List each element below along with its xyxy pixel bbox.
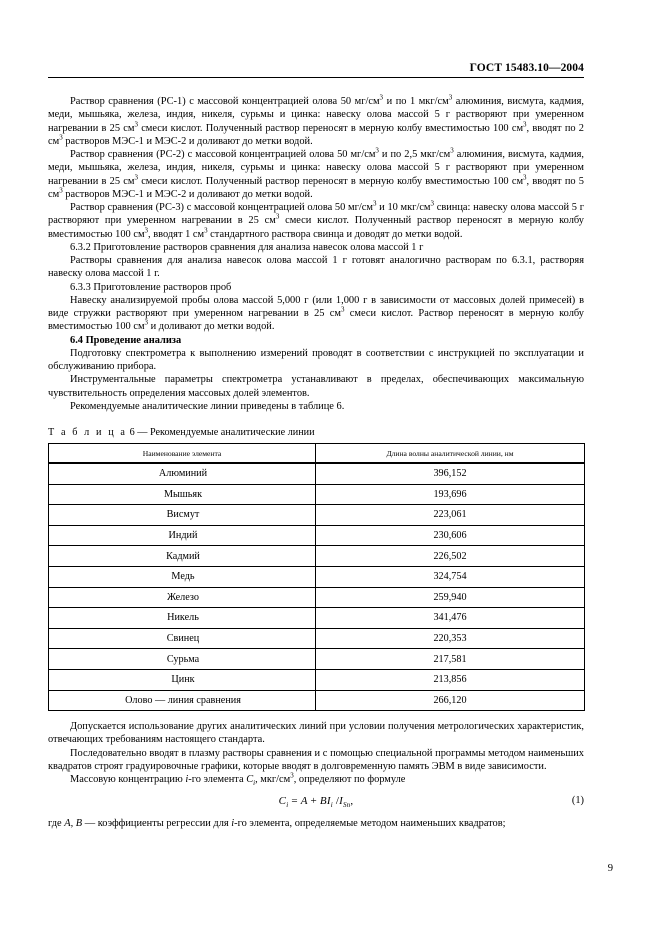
cell-element: Свинец (49, 628, 316, 649)
standard-number: ГОСТ 15483.10—2004 (469, 62, 584, 74)
sup-cube: 3 (59, 133, 63, 142)
formula-intensity-sn: I (339, 795, 343, 808)
conc-text-b: -го элемента (188, 774, 247, 786)
cell-wavelength: 259,940 (316, 587, 585, 608)
formula-equals: = (288, 795, 301, 808)
paragraph-rs2 (48, 148, 584, 201)
sup-cube: 3 (523, 173, 527, 182)
rs1-text-e: , вводят по 2 см (48, 122, 584, 147)
sup-cube: 3 (204, 226, 208, 235)
paragraph-6-3-2: Растворы сравнения для анализа навесок олова массой 1 г готовят аналогично растворам по 6.3.1, растворяя навеску олова массой 1 г. (48, 255, 584, 280)
index-i: i (185, 774, 189, 786)
paragraph-6-4-1: Подготовку спектрометра к выполнению измерений проводят в соответствии с инструкцией по эксплуатации и обслуживанию прибора. (48, 347, 584, 372)
rs3-text-b: и 10 мкг/см (376, 202, 431, 213)
paragraph-rs3 (48, 201, 584, 241)
cell-wavelength: 226,502 (316, 546, 585, 567)
cell-element: Олово — линия сравнения (49, 690, 316, 711)
symbol-c-subscript: i (253, 779, 256, 788)
cell-element: Мышьяк (49, 484, 316, 505)
sup-cube: 3 (275, 212, 280, 221)
cell-element: Никель (49, 608, 316, 629)
paragraph-concentration-intro (48, 773, 584, 786)
sup-cube: 3 (144, 226, 149, 235)
formula-a: A (300, 795, 308, 808)
sup-cube: 3 (134, 120, 138, 129)
rs2-text-e: , вводят по 5 см (48, 175, 584, 200)
rs1-text-a: Раствор сравнения (РС-1) с массовой концентрацией олова 50 мг/см (70, 96, 380, 107)
formula-comma: , (350, 795, 354, 808)
rs1-text-c: алюминия, висмута, кадмия, меди, мышьяка, железа, индия, никеля, сурьмы и цинка: навеску олова массой 5 г растворяют при умеренном нагревании в 25 см (48, 96, 584, 134)
legend-coefficients: A, B (64, 818, 83, 830)
formula-expression (48, 795, 584, 810)
cell-wavelength: 266,120 (316, 690, 585, 711)
sup-cube: 3 (134, 173, 138, 182)
sup-cube: 3 (372, 199, 377, 208)
conc-text-e: , определяют по формуле (293, 774, 406, 786)
cell-wavelength: 341,476 (316, 608, 585, 629)
table-row (49, 669, 585, 690)
table-caption (48, 426, 584, 439)
table-caption-label: Т а б л и ц а (48, 427, 128, 438)
sup-cube: 3 (379, 93, 384, 102)
paragraph-calibration: Последовательно вводят в плазму растворы сравнения и с помощью специальной программы методом наименьших квадратов строят градуировочные графики, которые вводят в долговременную память ЭВМ в виде зависимости. (48, 747, 584, 772)
table-row (49, 525, 585, 546)
column-header-element: Наименование элемента (49, 444, 316, 464)
cell-element: Кадмий (49, 546, 316, 567)
p633-text-c: и доливают до метки водой. (148, 321, 275, 333)
clause-heading-6-3-2: 6.3.2 Приготовление растворов сравнения для анализа навесок олова массой 1 г (70, 241, 424, 253)
table-row (49, 608, 585, 629)
formula-plus: + (307, 795, 320, 808)
rs2-text-a: Раствор сравнения (РС-2) с массовой концентрацией олова 50 мг/см (70, 149, 376, 160)
running-header (48, 62, 584, 78)
conc-text-d: , мкг/см (255, 774, 291, 786)
sup-cube: 3 (59, 186, 63, 195)
cell-wavelength: 220,353 (316, 628, 585, 649)
paragraph-6-4-2: Инструментальные параметры спектрометра устанавливают в пределах, обеспечивающих максимальную чувствительность определения массовых долей элементов. (48, 374, 584, 399)
legend-text-c: -го элемента, определяемые методом наименьших квадратов; (234, 818, 506, 830)
spacer (48, 711, 584, 720)
formula-slash: / (332, 795, 340, 808)
sup-cube: 3 (448, 93, 453, 102)
sup-cube: 3 (523, 120, 527, 129)
cell-element: Висмут (49, 505, 316, 526)
rs3-text-c: свинца: навеску олова массой 5 г растворяют при умеренном нагревании в 25 см (48, 202, 584, 227)
formula-c: C (278, 795, 287, 808)
conc-text-a: Массовую концентрацию (70, 774, 186, 786)
rs1-text-f: растворов МЭС-1 и МЭС-2 и доливают до метки водой. (62, 135, 313, 147)
cell-element: Индий (49, 525, 316, 546)
paragraph-6-3-3 (48, 294, 584, 334)
rs2-text-f: растворов МЭС-1 и МЭС-2 и доливают до метки водой. (62, 188, 313, 200)
table-body (49, 463, 585, 711)
cell-wavelength: 193,696 (316, 484, 585, 505)
cell-wavelength: 223,061 (316, 505, 585, 526)
table-row (49, 546, 585, 567)
table-caption-title: 6 — Рекомендуемые аналитические линии (127, 427, 315, 438)
rs2-text-c: алюминия, висмута, кадмия, меди, мышьяка, железа, индия, никеля, сурьмы и цинка: навеску олова массой 5 г растворяют при умеренном нагревании в 25 см (48, 149, 584, 187)
page-number: 9 (607, 863, 613, 874)
legend-text-a: где (48, 818, 65, 830)
formula-c-subscript: i (286, 801, 289, 810)
clause-heading-6-4: 6.4 Проведение анализа (70, 334, 182, 346)
cell-wavelength: 217,581 (316, 649, 585, 670)
table-row (49, 587, 585, 608)
sup-cube: 3 (340, 305, 345, 314)
cell-element: Алюминий (49, 463, 316, 484)
cell-element: Цинк (49, 669, 316, 690)
table-head (49, 444, 585, 464)
table-row (49, 628, 585, 649)
cell-wavelength: 213,856 (316, 669, 585, 690)
cell-element: Медь (49, 566, 316, 587)
rs1-text-d: смеси кислот. Полученный раствор переносят в мерную колбу вместимостью 100 см (137, 122, 524, 134)
column-header-wavelength: Длина волны аналитической линии, нм (316, 444, 585, 464)
sup-cube: 3 (450, 146, 454, 155)
analytical-lines-table (48, 443, 585, 711)
cell-element: Железо (49, 587, 316, 608)
paragraph-6-4-3: Рекомендуемые аналитические линии приведены в таблице 6. (70, 400, 345, 412)
formula-b: B (319, 795, 327, 808)
paragraph-rs1 (48, 95, 584, 148)
page-content (48, 62, 584, 831)
p633-text-a: Навеску анализируемой пробы олова массой 5,000 г (или 1,000 г в зависимости от массовых долей примесей) в виде стружки растворяют при умеренном нагревании в 25 см (48, 294, 584, 319)
rs1-text-b: и по 1 мкг/см (383, 96, 449, 107)
p633-text-b: смеси кислот. Раствор переносят в мерную колбу вместимостью 100 см (48, 308, 584, 333)
rs2-text-b: и по 2,5 мкг/см (378, 149, 451, 160)
rs3-text-a: Раствор сравнения (РС-3) с массовой концентрацией олова 50 мг/см (70, 202, 373, 213)
paragraph-other-lines: Допускается использование других аналитических линий при условии получения метрологических характеристик, отвечающих требованиям настоящего стандарта. (48, 721, 584, 746)
table-row (49, 649, 585, 670)
table-row (49, 484, 585, 505)
rs3-text-e: , вводят 1 см (148, 228, 205, 240)
clause-heading-6-3-3: 6.3.3 Приготовление растворов проб (70, 281, 232, 293)
cell-element: Сурьма (49, 649, 316, 670)
formula-intensity-sn-subscript: Sn (342, 801, 351, 810)
sup-cube: 3 (375, 146, 379, 155)
rs3-text-d: смеси кислот. Полученный раствор переносят в мерную колбу вместимостью 100 см (48, 215, 584, 240)
cell-wavelength: 324,754 (316, 566, 585, 587)
cell-wavelength: 396,152 (316, 463, 585, 484)
table-row (49, 463, 585, 484)
formula-intensity-subscript: i (330, 801, 333, 810)
rs2-text-d: смеси кислот. Полученный раствор переносят в мерную колбу вместимостью 100 см (137, 175, 524, 187)
formula-number: (1) (571, 795, 584, 807)
table-row (49, 566, 585, 587)
sup-cube: 3 (430, 199, 435, 208)
paragraph-legend (48, 817, 584, 830)
cell-wavelength: 230,606 (316, 525, 585, 546)
sup-cube: 3 (290, 771, 294, 780)
sup-cube: 3 (144, 318, 149, 327)
table-header-row (49, 444, 585, 464)
table-row (49, 505, 585, 526)
symbol-c: C (246, 774, 254, 786)
rs3-text-f: стандартного раствора свинца и доводят до метки водой. (207, 228, 463, 240)
legend-index-i: i (231, 818, 235, 830)
legend-text-b: — коэффициенты регрессии для (82, 818, 232, 830)
table-row (49, 690, 585, 711)
formula-intensity: I (326, 795, 331, 808)
formula-row (48, 795, 584, 810)
